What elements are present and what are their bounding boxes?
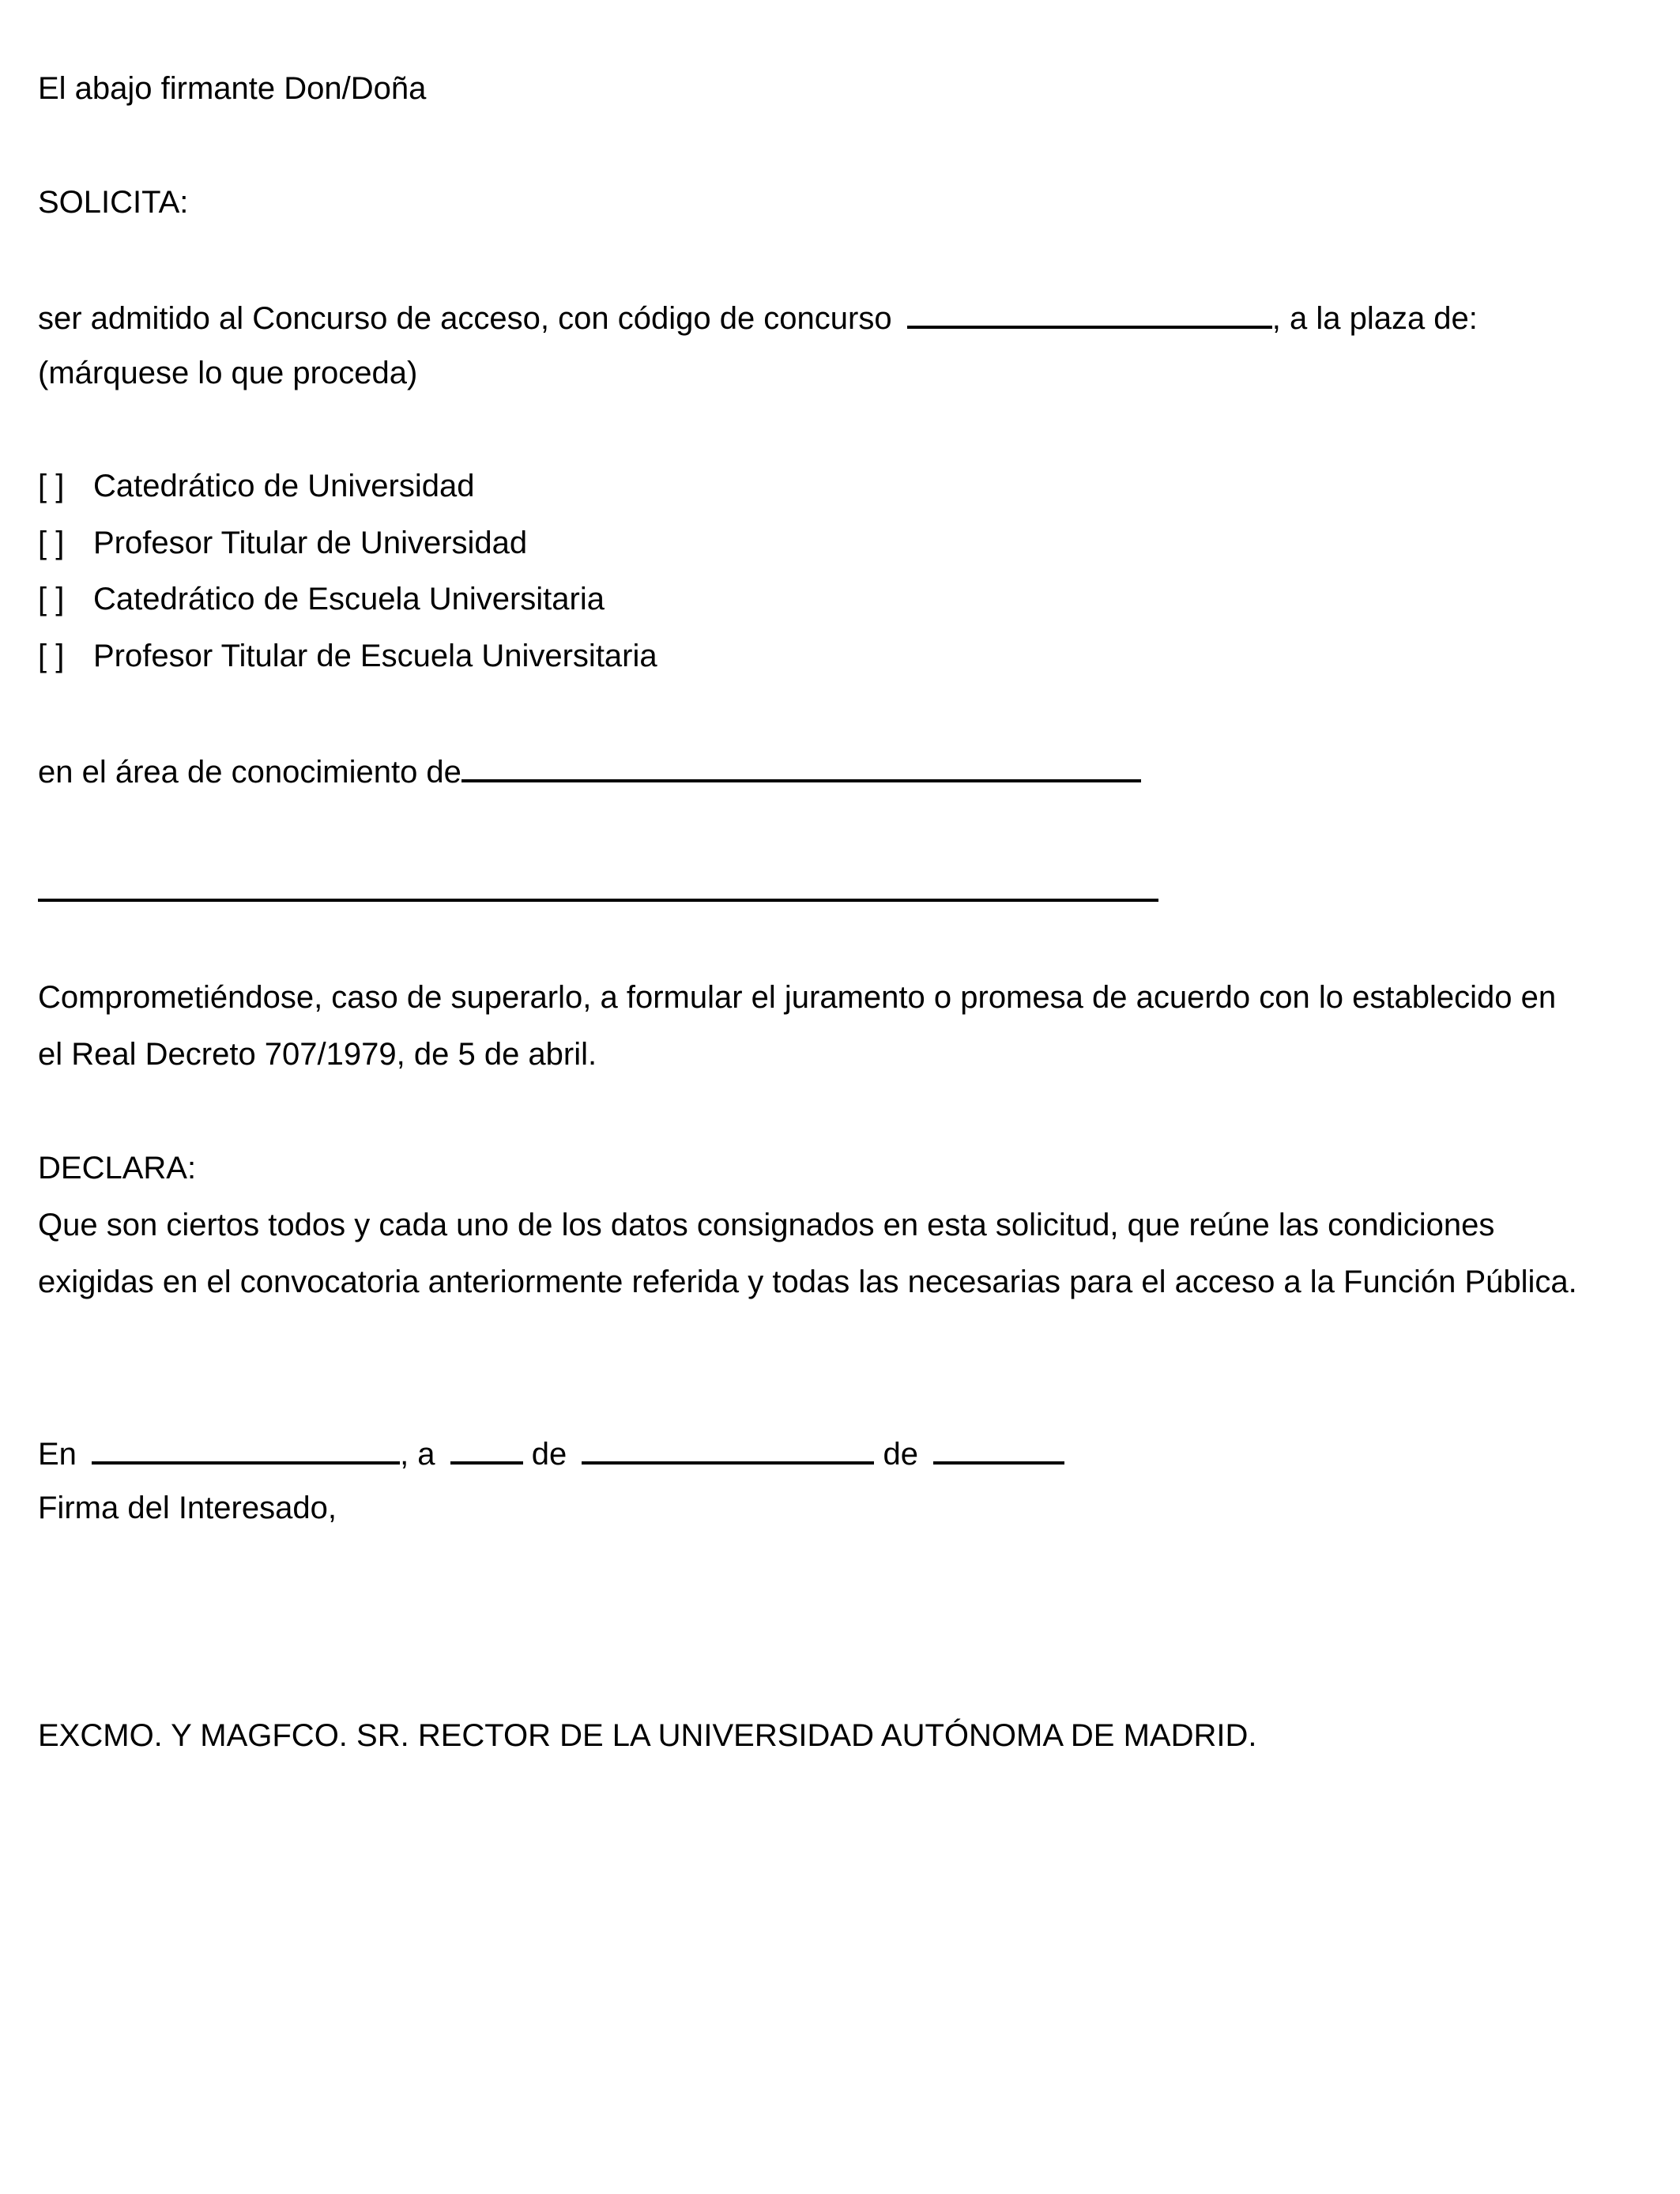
addressee: EXCMO. Y MAGFCO. SR. RECTOR DE LA UNIVERSIDAD AUTÓNOMA DE MADRID. xyxy=(38,1718,1257,1753)
option-label: Profesor Titular de Escuela Universitaria xyxy=(93,639,657,673)
commitment-line-1: Comprometiéndose, caso de superarlo, a formular el juramento o promesa de acuerdo con lo establecido en xyxy=(38,980,1557,1015)
year-field[interactable] xyxy=(933,1433,1064,1465)
declara-line-2: exigidas en el convocatoria anteriormente referida y todas las necesarias para el acceso a la Función Pública. xyxy=(38,1265,1577,1299)
solicita-heading: SOLICITA: xyxy=(38,185,189,220)
option-label: Profesor Titular de Universidad xyxy=(93,526,528,560)
option-row xyxy=(38,580,605,618)
option-row xyxy=(38,637,657,675)
area-field[interactable] xyxy=(461,751,1141,782)
option-checkbox[interactable]: [ ] xyxy=(38,582,65,616)
contest-code-field[interactable] xyxy=(907,297,1272,329)
date-de-label: de xyxy=(883,1437,919,1472)
mark-instruction: (márquese lo que proceda) xyxy=(38,356,418,390)
declara-heading: DECLARA: xyxy=(38,1151,197,1186)
date-de-label: de xyxy=(531,1437,567,1472)
option-row xyxy=(38,524,527,562)
request-text: ser admitido al Concurso de acceso, con código de concurso xyxy=(38,301,892,336)
option-checkbox[interactable]: [ ] xyxy=(38,639,65,673)
applicant-label: El abajo firmante Don/Doña xyxy=(38,71,427,106)
date-en-label: En xyxy=(38,1437,77,1472)
option-row xyxy=(38,467,474,505)
month-field[interactable] xyxy=(582,1433,874,1465)
commitment-line-2: el Real Decreto 707/1979, de 5 de abril. xyxy=(38,1037,597,1072)
area-continuation-field[interactable] xyxy=(38,899,1158,902)
option-checkbox[interactable]: [ ] xyxy=(38,469,65,503)
day-field[interactable] xyxy=(450,1433,523,1465)
declara-line-1: Que son ciertos todos y cada uno de los datos consignados en esta solicitud, que reúne las condiciones xyxy=(38,1208,1495,1242)
plaza-text: , a la plaza de: xyxy=(1271,301,1478,336)
option-checkbox[interactable]: [ ] xyxy=(38,526,65,560)
request-line xyxy=(38,297,1478,337)
place-field[interactable] xyxy=(92,1433,400,1465)
date-line xyxy=(38,1433,1064,1473)
area-line xyxy=(38,751,1141,791)
option-label: Catedrático de Universidad xyxy=(93,469,475,503)
signature-label: Firma del Interesado, xyxy=(38,1491,337,1525)
date-a-label: , a xyxy=(400,1437,435,1472)
area-label: en el área de conocimiento de xyxy=(38,755,461,790)
option-label: Catedrático de Escuela Universitaria xyxy=(93,582,605,616)
